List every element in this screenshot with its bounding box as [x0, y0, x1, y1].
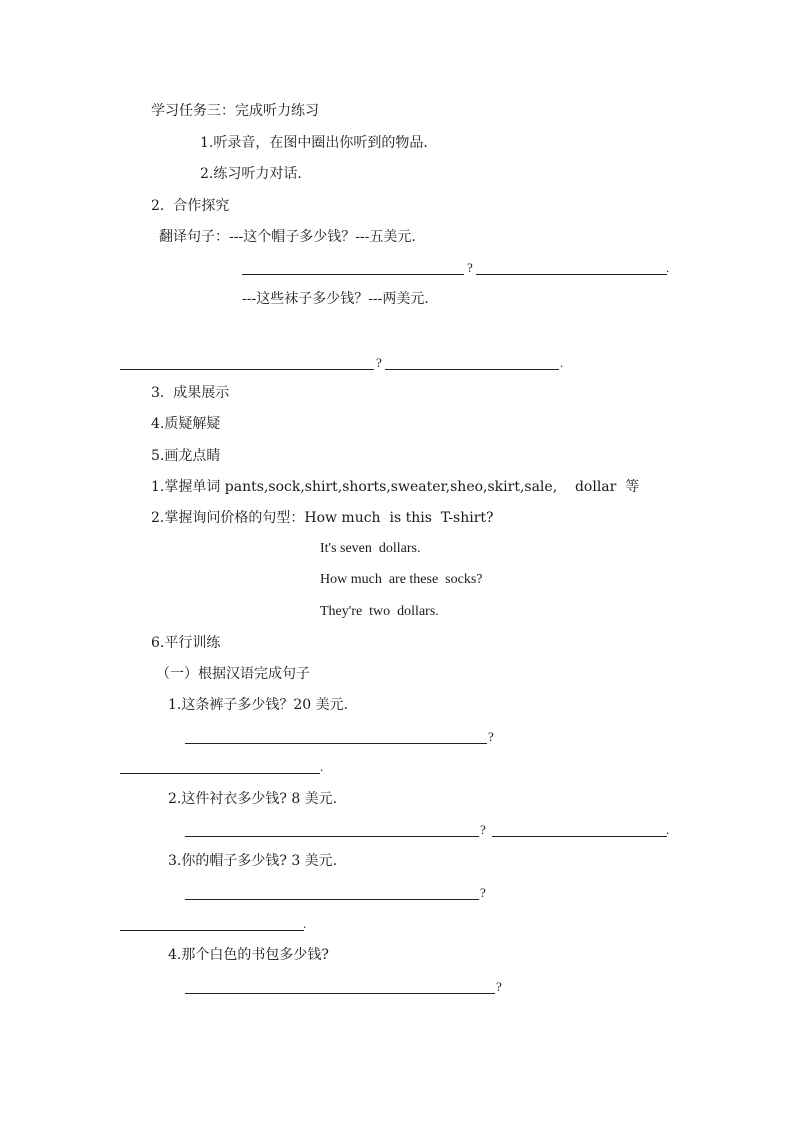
exercise-2-blank-a[interactable]	[185, 836, 479, 837]
exercise-2-period: .	[666, 822, 670, 837]
question-mark-2: ?	[376, 355, 382, 370]
exercise-4-question-mark: ?	[496, 979, 502, 994]
task3-title: 学习任务三：完成听力练习	[151, 103, 319, 119]
practice-sub-heading: （一）根据汉语完成句子	[156, 666, 310, 682]
doubt-heading: 4.质疑解疑	[151, 416, 221, 432]
question-mark-1: ?	[467, 260, 473, 275]
finish-heading: 5.画龙点睛	[151, 448, 221, 464]
answer-blank-1a[interactable]	[242, 274, 464, 275]
exercise-3-blank-a[interactable]	[185, 899, 479, 900]
exercise-4-blank[interactable]	[185, 993, 495, 994]
exercise-2: 2.这件衬衣多少钱? 8 美元.	[168, 791, 338, 807]
period-2: .	[560, 355, 564, 370]
task3-item-2: 2.练习听力对话.	[200, 166, 302, 182]
pattern-line-4: They're two dollars.	[320, 604, 439, 619]
task3-item-1: 1.听录音，在图中圈出你听到的物品.	[200, 135, 428, 151]
exercise-2-blank-b[interactable]	[492, 836, 667, 837]
pattern-line-2: It's seven dollars.	[320, 541, 421, 556]
exercise-3-blank-b[interactable]	[120, 930, 304, 931]
practice-heading: 6.平行训练	[151, 635, 221, 651]
exercise-1-period: .	[320, 759, 324, 774]
translate-label: 翻译句子：---这个帽子多少钱？---五美元.	[159, 229, 416, 245]
translate-sentence-2: ---这些袜子多少钱？---两美元.	[242, 291, 429, 307]
exercise-1-blank-a[interactable]	[185, 743, 487, 744]
result-heading: 3. 成果展示	[151, 385, 230, 401]
vocab-words: 1.掌握单词 pants,sock,shirt,shorts,sweater,sheo,skirt,sale, dollar 等	[151, 479, 640, 495]
exercise-2-question-mark: ?	[480, 822, 486, 837]
answer-blank-2a[interactable]	[120, 369, 374, 370]
exercise-3-period: .	[303, 916, 307, 931]
exercise-1-question-mark: ?	[488, 729, 494, 744]
exercise-3: 3.你的帽子多少钱? 3 美元.	[168, 853, 338, 869]
answer-blank-1b[interactable]	[476, 274, 667, 275]
pattern-line-3: How much are these socks?	[320, 572, 483, 587]
period-1: .	[666, 260, 670, 275]
exercise-1-blank-b[interactable]	[120, 773, 320, 774]
answer-blank-2b[interactable]	[385, 369, 559, 370]
cooperate-heading: 2. 合作探究	[151, 198, 230, 214]
exercise-1: 1.这条裤子多少钱？20 美元.	[168, 697, 349, 713]
exercise-3-question-mark: ?	[480, 885, 486, 900]
exercise-4: 4.那个白色的书包多少钱?	[168, 947, 329, 963]
sentence-pattern: 2.掌握询问价格的句型：How much is this T-shirt?	[151, 510, 494, 526]
